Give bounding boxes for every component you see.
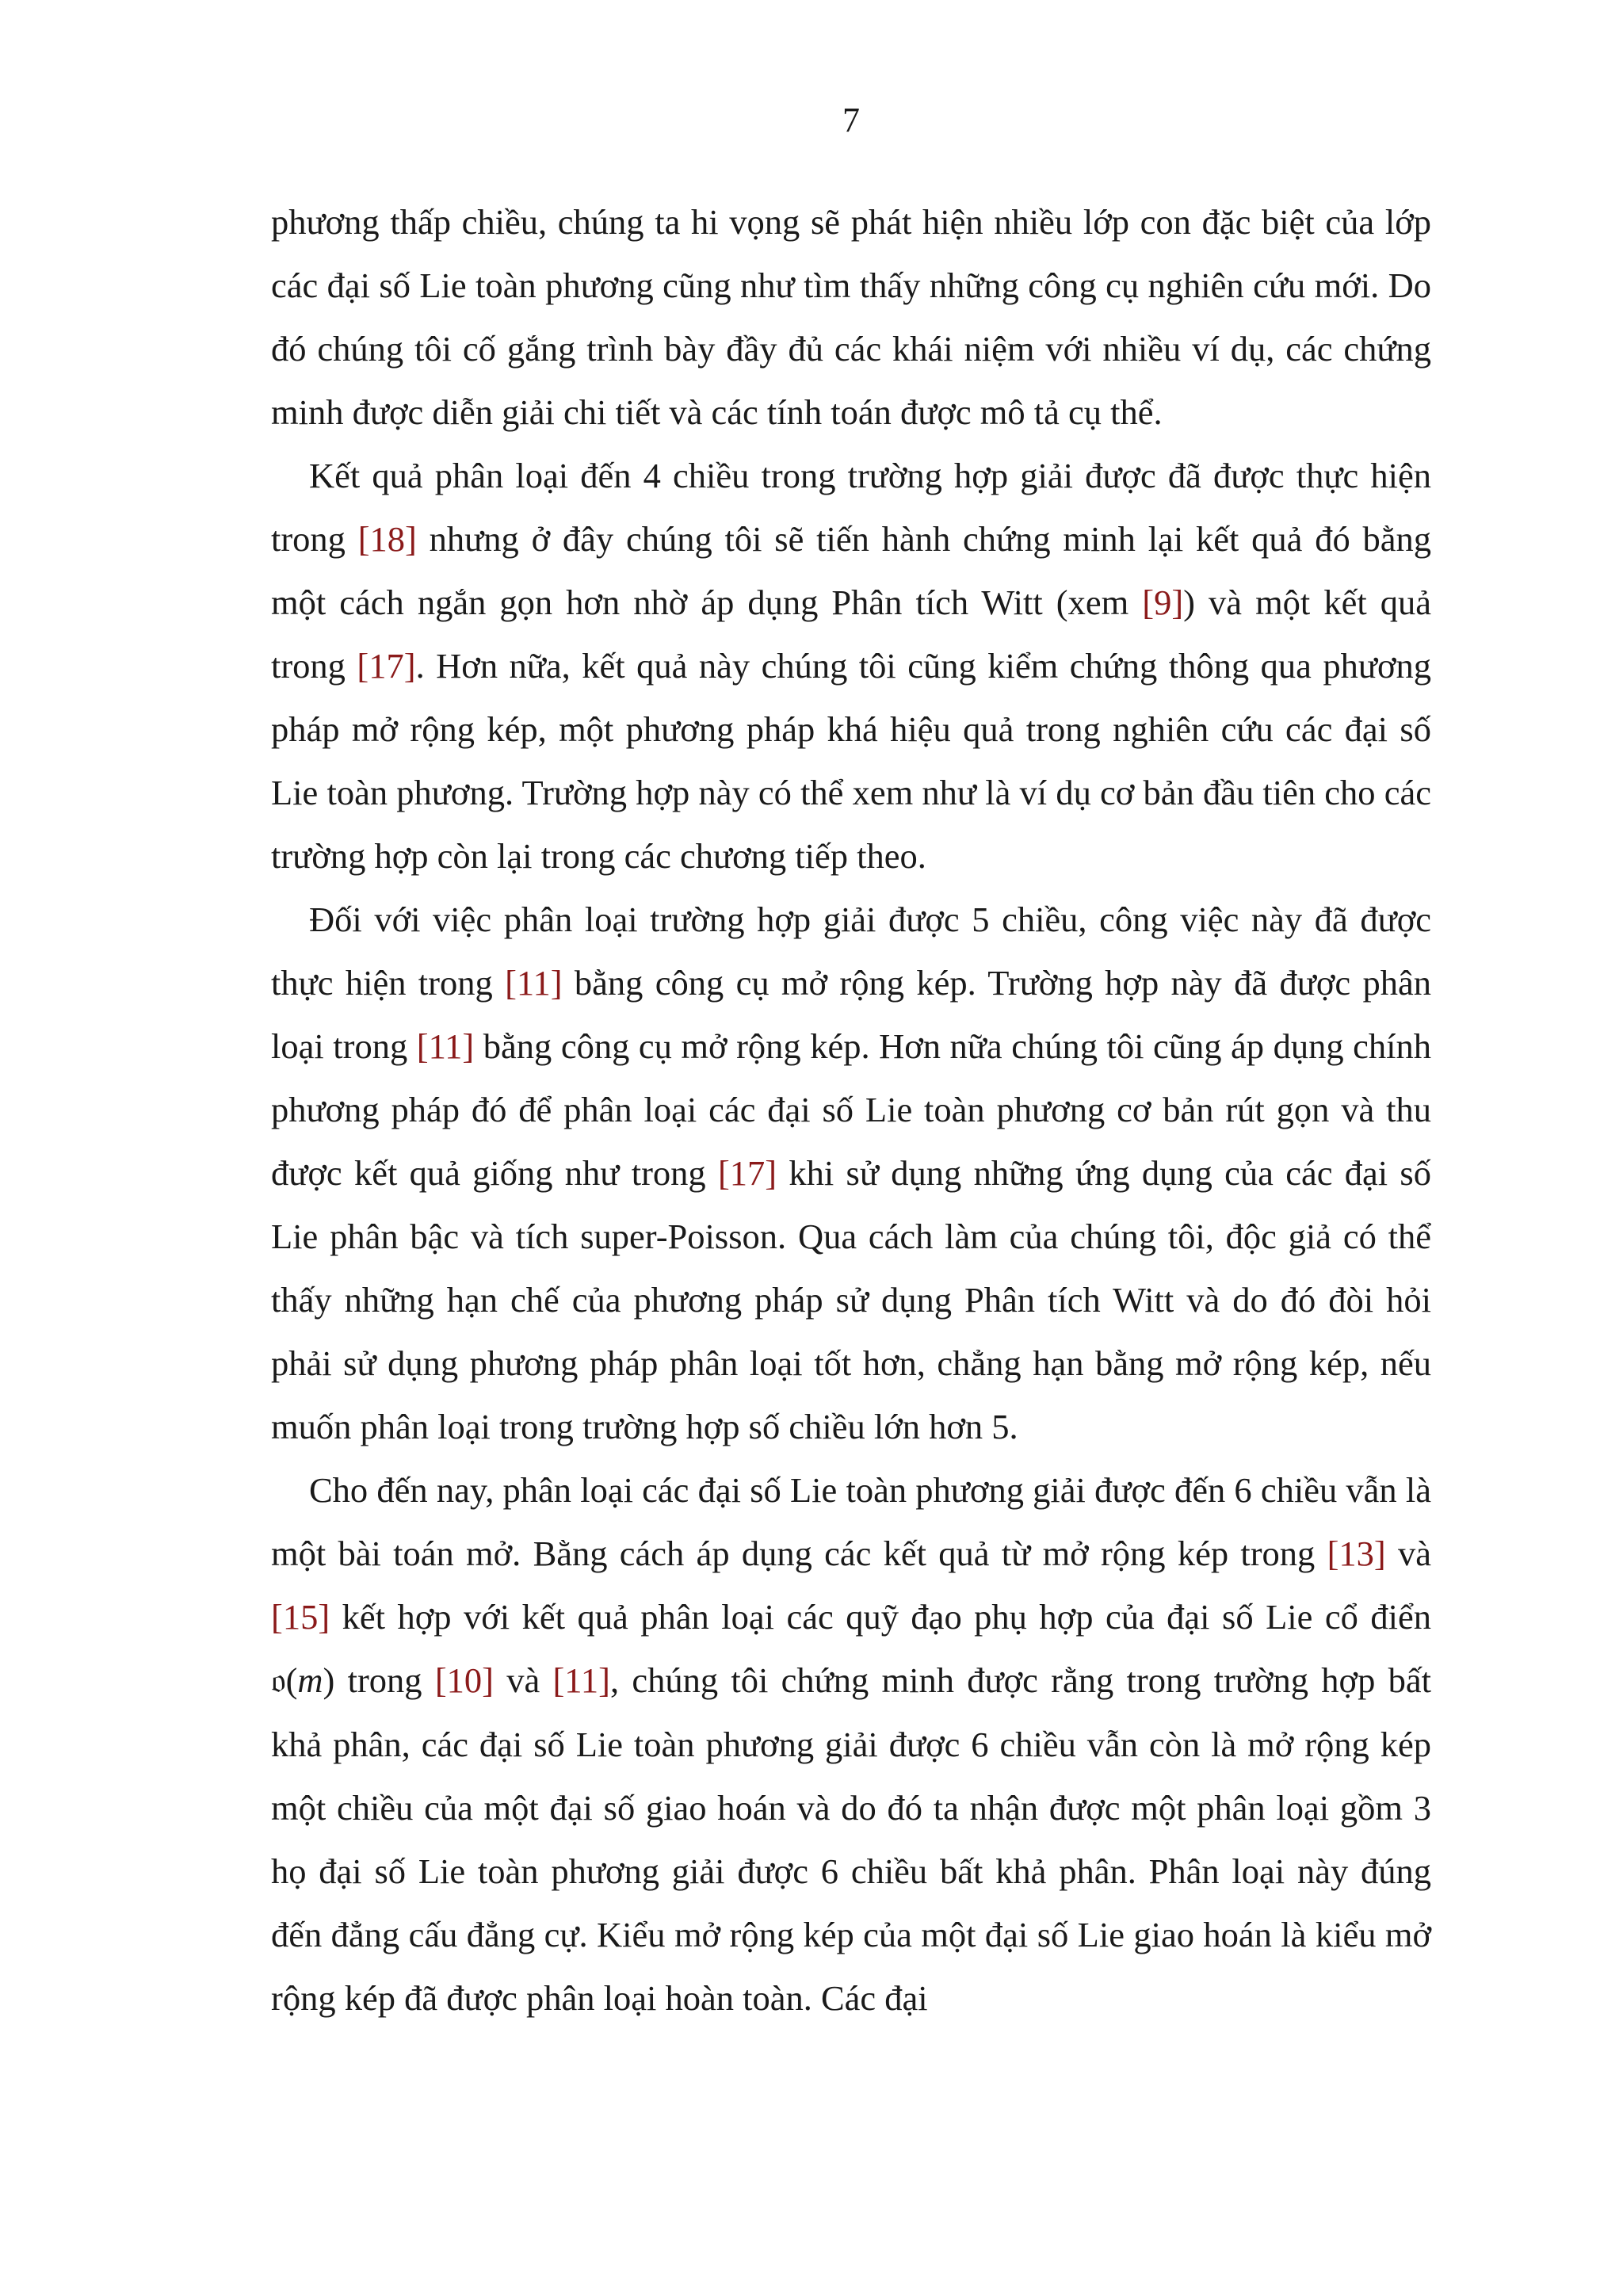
math-symbol: 𝔬 bbox=[271, 1660, 286, 1701]
paragraph-text: , chúng tôi chứng minh được rằng trong trường hợp bất khả phân, các đại số Lie toàn phương giải được 6 chiều vẫn còn là mở rộng kép một chiều của một đại số giao hoán và do đó ta nhận được một phân loại gồm 3 họ đại số Lie toàn phương giải được 6 chiều bất khả phân. Phân loại này đúng đến đẳng cấu đẳng cự. Kiểu mở rộng kép của một đại số Lie giao hoán là kiểu mở rộng kép đã được phân loại hoàn toàn. Các đại bbox=[271, 1660, 1431, 2018]
citation-reference: [10] bbox=[434, 1660, 494, 1700]
paragraph-text: ) trong bbox=[323, 1660, 435, 1700]
paragraph-text: Đối với việc phân loại trường hợp giải được 5 chiều, công việc này đã được thực hiện trong bbox=[271, 900, 1431, 1003]
paragraph-text: kết hợp với kết quả phân loại các quỹ đạo phụ hợp của đại số Lie cổ điển bbox=[330, 1597, 1431, 1637]
paragraph bbox=[271, 888, 1431, 1458]
citation-reference: [13] bbox=[1327, 1534, 1386, 1573]
paragraph bbox=[271, 444, 1431, 888]
math-variable: m bbox=[297, 1660, 323, 1700]
citation-reference: [9] bbox=[1142, 583, 1184, 622]
paragraph-text: và bbox=[1385, 1534, 1431, 1573]
paragraph bbox=[271, 1458, 1431, 2030]
paragraph-text: và bbox=[493, 1660, 553, 1700]
paragraph-text: phương thấp chiều, chúng ta hi vọng sẽ phát hiện nhiều lớp con đặc biệt của lớp các đại số Lie toàn phương cũng như tìm thấy những công cụ nghiên cứu mới. Do đó chúng tôi cố gắng trình bày đầy đủ các khái niệm với nhiều ví dụ, các chứng minh được diễn giải chi tiết và các tính toán được mô tả cụ thể. bbox=[271, 202, 1431, 432]
citation-reference: [15] bbox=[271, 1597, 330, 1637]
paragraph-text: Kết quả phân loại đến 4 chiều trong trường hợp giải được đã được thực hiện trong bbox=[271, 456, 1431, 559]
paragraph-text: bằng công cụ mở rộng kép. Hơn nữa chúng tôi cũng áp dụng chính phương pháp đó để phân loại các đại số Lie toàn phương cơ bản rút gọn và thu được kết quả giống như trong bbox=[271, 1026, 1431, 1193]
citation-reference: [17] bbox=[717, 1153, 777, 1193]
paragraph-text: ( bbox=[285, 1660, 298, 1700]
paragraph-text: ) và một kết quả trong bbox=[271, 583, 1431, 686]
paragraph-text: khi sử dụng những ứng dụng của các đại số Lie phân bậc và tích super-Poisson. Qua cách làm của chúng tôi, độc giả có thể thấy những hạn chế của phương pháp sử dụng Phân tích Witt và do đó đòi hỏi phải sử dụng phương pháp phân loại tốt hơn, chẳng hạn bằng mở rộng kép, nếu muốn phân loại trong trường hợp số chiều lớn hơn 5. bbox=[271, 1153, 1431, 1446]
paragraph-text: nhưng ở đây chúng tôi sẽ tiến hành chứng minh lại kết quả đó bằng một cách ngắn gọn hơn nhờ áp dụng Phân tích Witt (xem bbox=[271, 519, 1431, 622]
citation-reference: [18] bbox=[357, 519, 417, 559]
paragraph-text: . Hơn nữa, kết quả này chúng tôi cũng kiểm chứng thông qua phương pháp mở rộng kép, một phương pháp khá hiệu quả trong nghiên cứu các đại số Lie toàn phương. Trường hợp này có thể xem như là ví dụ cơ bản đầu tiên cho các trường hợp còn lại trong các chương tiếp theo. bbox=[271, 646, 1432, 876]
document-body bbox=[271, 190, 1431, 2030]
page-number: 7 bbox=[842, 101, 860, 139]
paragraph-text: Cho đến nay, phân loại các đại số Lie toàn phương giải được đến 6 chiều vẫn là một bài toán mở. Bằng cách áp dụng các kết quả từ mở rộng kép trong bbox=[271, 1470, 1431, 1573]
citation-reference: [17] bbox=[357, 646, 416, 686]
paragraph bbox=[271, 190, 1431, 444]
citation-reference: [11] bbox=[505, 963, 563, 1003]
paragraph-text: bằng công cụ mở rộng kép. Trường hợp này đã được phân loại trong bbox=[271, 963, 1431, 1066]
citation-reference: [11] bbox=[552, 1660, 610, 1700]
citation-reference: [11] bbox=[416, 1026, 475, 1066]
